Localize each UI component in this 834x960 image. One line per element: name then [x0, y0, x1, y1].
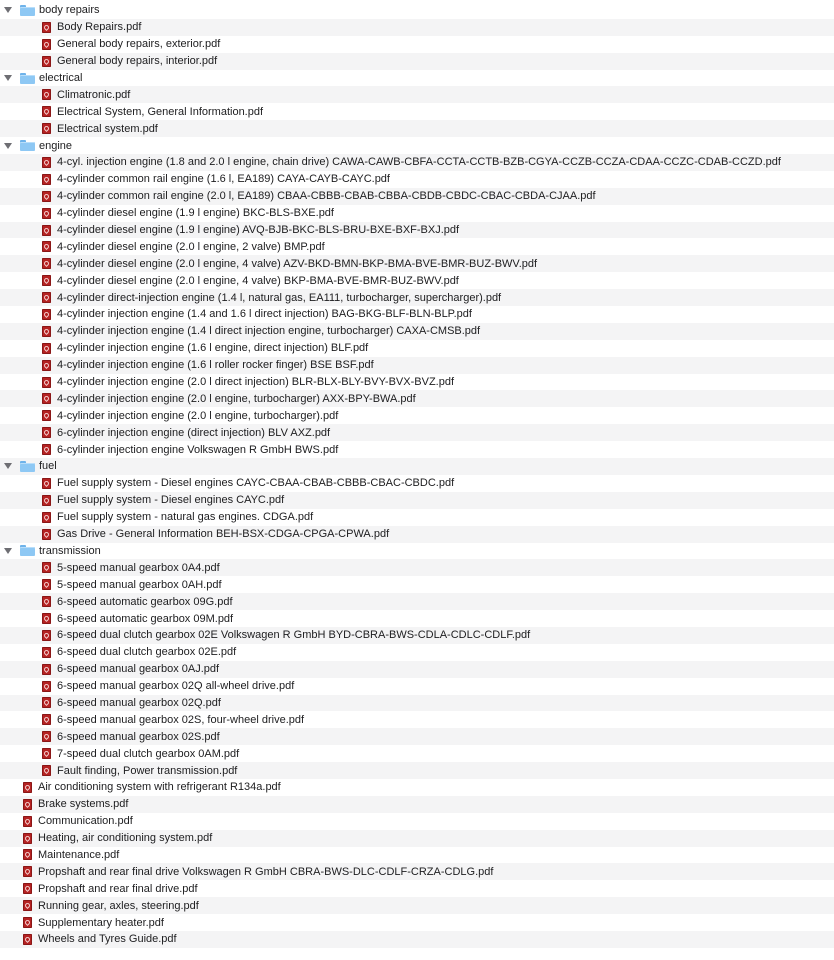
file-name: 5-speed manual gearbox 0A4.pdf — [57, 561, 220, 574]
folder-icon — [20, 73, 35, 84]
folder-row[interactable] — [0, 543, 834, 560]
file-row[interactable] — [0, 745, 834, 762]
file-row[interactable] — [0, 36, 834, 53]
file-row[interactable] — [0, 644, 834, 661]
file-name: Maintenance.pdf — [38, 848, 120, 861]
file-row[interactable] — [0, 323, 834, 340]
pdf-file-icon — [42, 444, 51, 455]
folder-icon — [20, 140, 35, 151]
pdf-file-icon — [42, 208, 51, 219]
file-row[interactable] — [0, 374, 834, 391]
pdf-file-icon — [23, 816, 32, 827]
file-row[interactable] — [0, 509, 834, 526]
file-name: 6-speed dual clutch gearbox 02E Volkswagen R GmbH BYD-CBRA-BWS-CDLA-CDLC-CDLF.pdf — [57, 629, 531, 642]
file-name: 4-cylinder injection engine (2.0 l engine, turbocharger).pdf — [57, 409, 339, 422]
file-name: Running gear, axles, steering.pdf — [38, 899, 199, 912]
file-name: Electrical system.pdf — [57, 122, 158, 135]
pdf-file-icon — [23, 900, 32, 911]
pdf-file-icon — [23, 849, 32, 860]
file-row[interactable] — [0, 238, 834, 255]
file-name: 6-speed automatic gearbox 09G.pdf — [57, 595, 233, 608]
pdf-file-icon — [23, 782, 32, 793]
pdf-file-icon — [42, 157, 51, 168]
file-row[interactable] — [0, 576, 834, 593]
folder-name: electrical — [39, 72, 83, 84]
file-row[interactable] — [0, 627, 834, 644]
pdf-file-icon — [42, 697, 51, 708]
file-row[interactable] — [0, 610, 834, 627]
file-row[interactable] — [0, 441, 834, 458]
file-name: Fault finding, Power transmission.pdf — [57, 764, 238, 777]
file-name: Climatronic.pdf — [57, 88, 131, 101]
file-row[interactable] — [0, 205, 834, 222]
pdf-file-icon — [42, 410, 51, 421]
file-name: 4-cylinder diesel engine (2.0 l engine, 2 valve) BMP.pdf — [57, 240, 325, 253]
file-row[interactable] — [0, 931, 834, 948]
folder-name: body repairs — [39, 4, 100, 17]
pdf-file-icon — [42, 191, 51, 202]
file-name: Fuel supply system - natural gas engines. CDGA.pdf — [57, 511, 314, 524]
pdf-file-icon — [42, 106, 51, 117]
pdf-file-icon — [42, 89, 51, 100]
file-row[interactable] — [0, 289, 834, 306]
file-row[interactable] — [0, 154, 834, 171]
file-name: 6-speed manual gearbox 02S.pdf — [57, 730, 220, 743]
pdf-file-icon — [42, 343, 51, 354]
file-row[interactable] — [0, 813, 834, 830]
file-name: General body repairs, exterior.pdf — [57, 38, 221, 51]
file-name: 6-speed manual gearbox 02Q all-wheel drive.pdf — [57, 680, 295, 693]
file-name: 4-cylinder direct-injection engine (1.4 l, natural gas, EA111, turbocharger, supercharger).pdf — [57, 291, 502, 304]
file-name: 7-speed dual clutch gearbox 0AM.pdf — [57, 747, 240, 760]
file-row[interactable] — [0, 19, 834, 36]
file-row[interactable] — [0, 492, 834, 509]
file-row[interactable] — [0, 407, 834, 424]
file-row[interactable] — [0, 188, 834, 205]
file-row[interactable] — [0, 103, 834, 120]
file-name: 6-speed manual gearbox 0AJ.pdf — [57, 663, 220, 676]
file-name: 4-cylinder diesel engine (2.0 l engine, 4 valve) AZV-BKD-BMN-BKP-BMA-BVE-BMR-BUZ-BWV.pdf — [57, 257, 538, 270]
file-row[interactable] — [0, 863, 834, 880]
file-name: Brake systems.pdf — [38, 798, 129, 811]
pdf-file-icon — [42, 56, 51, 67]
pdf-file-icon — [42, 275, 51, 286]
pdf-file-icon — [42, 39, 51, 50]
file-name: Fuel supply system - Diesel engines CAYC.pdf — [57, 494, 285, 507]
folder-icon — [20, 545, 35, 556]
file-row[interactable] — [0, 914, 834, 931]
file-name: Communication.pdf — [38, 815, 133, 828]
pdf-file-icon — [42, 731, 51, 742]
file-name: 4-cylinder diesel engine (2.0 l engine, 4 valve) BKP-BMA-BVE-BMR-BUZ-BWV.pdf — [57, 274, 459, 287]
file-name: 4-cylinder injection engine (1.4 and 1.6 l direct injection) BAG-BKG-BLF-BLN-BLP.pdf — [57, 308, 472, 321]
pdf-file-icon — [42, 241, 51, 252]
file-row[interactable] — [0, 340, 834, 357]
file-name: 4-cylinder diesel engine (1.9 l engine) BKC-BLS-BXE.pdf — [57, 207, 334, 220]
file-row[interactable] — [0, 678, 834, 695]
disclosure-triangle-icon[interactable] — [4, 142, 12, 150]
file-row[interactable] — [0, 171, 834, 188]
file-row[interactable] — [0, 661, 834, 678]
disclosure-triangle-icon[interactable] — [4, 547, 12, 555]
file-row[interactable] — [0, 86, 834, 103]
file-row[interactable] — [0, 306, 834, 323]
file-row[interactable] — [0, 120, 834, 137]
file-row[interactable] — [0, 222, 834, 239]
file-name: 4-cylinder injection engine (2.0 l engine, turbocharger) AXX-BPY-BWA.pdf — [57, 392, 416, 405]
pdf-file-icon — [42, 562, 51, 573]
file-name: 4-cylinder injection engine (2.0 l direct injection) BLR-BLX-BLY-BVY-BVX-BVZ.pdf — [57, 376, 455, 389]
file-name: Air conditioning system with refrigerant R134a.pdf — [38, 781, 281, 794]
file-name: 6-speed manual gearbox 02S, four-wheel drive.pdf — [57, 713, 305, 726]
file-row[interactable] — [0, 847, 834, 864]
file-name: Body Repairs.pdf — [57, 21, 142, 34]
file-row[interactable] — [0, 526, 834, 543]
pdf-file-icon — [42, 427, 51, 438]
file-row[interactable] — [0, 53, 834, 70]
pdf-file-icon — [42, 123, 51, 134]
pdf-file-icon — [23, 866, 32, 877]
pdf-file-icon — [42, 360, 51, 371]
file-name: 4-cylinder injection engine (1.6 l engine, direct injection) BLF.pdf — [57, 342, 369, 355]
folder-row[interactable] — [0, 70, 834, 87]
pdf-file-icon — [42, 579, 51, 590]
file-name: 6-cylinder injection engine (direct injection) BLV AXZ.pdf — [57, 426, 331, 439]
pdf-file-icon — [42, 225, 51, 236]
file-name: 4-cylinder common rail engine (2.0 l, EA189) CBAA-CBBB-CBAB-CBBA-CBDB-CBDC-CBAC-CBDA-CJAA.pdf — [57, 190, 596, 203]
pdf-file-icon — [42, 258, 51, 269]
file-row[interactable] — [0, 559, 834, 576]
file-name: 5-speed manual gearbox 0AH.pdf — [57, 578, 222, 591]
pdf-file-icon — [42, 529, 51, 540]
folder-name: transmission — [39, 544, 101, 557]
file-name: 4-cylinder common rail engine (1.6 l, EA189) CAYA-CAYB-CAYC.pdf — [57, 173, 390, 186]
pdf-file-icon — [42, 292, 51, 303]
file-row[interactable] — [0, 593, 834, 610]
folder-row[interactable] — [0, 2, 834, 19]
file-name: Propshaft and rear final drive Volkswagen R GmbH CBRA-BWS-DLC-CDLF-CRZA-CDLG.pdf — [38, 865, 494, 878]
pdf-file-icon — [42, 647, 51, 658]
file-name: General body repairs, interior.pdf — [57, 55, 218, 68]
pdf-file-icon — [42, 748, 51, 759]
folder-icon — [20, 461, 35, 472]
file-row[interactable] — [0, 357, 834, 374]
pdf-file-icon — [23, 883, 32, 894]
file-name: Heating, air conditioning system.pdf — [38, 832, 213, 845]
pdf-file-icon — [42, 596, 51, 607]
file-row[interactable] — [0, 830, 834, 847]
pdf-file-icon — [42, 326, 51, 337]
file-name: 6-speed manual gearbox 02Q.pdf — [57, 696, 221, 709]
pdf-file-icon — [42, 377, 51, 388]
pdf-file-icon — [42, 495, 51, 506]
file-row[interactable] — [0, 880, 834, 897]
file-row[interactable] — [0, 897, 834, 914]
pdf-file-icon — [42, 22, 51, 33]
pdf-file-icon — [42, 174, 51, 185]
file-name: Fuel supply system - Diesel engines CAYC-CBAA-CBAB-CBBB-CBAC-CBDC.pdf — [57, 477, 455, 490]
pdf-file-icon — [42, 512, 51, 523]
file-name: Supplementary heater.pdf — [38, 916, 164, 929]
file-row[interactable] — [0, 424, 834, 441]
file-name: 6-speed automatic gearbox 09M.pdf — [57, 612, 234, 625]
folder-icon — [20, 5, 35, 16]
pdf-file-icon — [23, 833, 32, 844]
pdf-file-icon — [23, 799, 32, 810]
file-name: 4-cylinder diesel engine (1.9 l engine) AVQ-BJB-BKC-BLS-BRU-BXE-BXF-BXJ.pdf — [57, 224, 460, 237]
file-name: Electrical System, General Information.pdf — [57, 105, 264, 118]
file-list — [0, 2, 834, 948]
file-row[interactable] — [0, 695, 834, 712]
file-row[interactable] — [0, 255, 834, 272]
file-row[interactable] — [0, 711, 834, 728]
file-row[interactable] — [0, 272, 834, 289]
disclosure-triangle-icon[interactable] — [4, 6, 12, 14]
folder-name: engine — [39, 139, 73, 152]
pdf-file-icon — [42, 393, 51, 404]
file-row[interactable] — [0, 728, 834, 745]
file-row[interactable] — [0, 779, 834, 796]
pdf-file-icon — [23, 917, 32, 928]
folder-row[interactable] — [0, 458, 834, 475]
pdf-file-icon — [42, 681, 51, 692]
pdf-file-icon — [42, 714, 51, 725]
disclosure-triangle-icon[interactable] — [4, 462, 12, 470]
pdf-file-icon — [42, 630, 51, 641]
file-name: 6-cylinder injection engine Volkswagen R GmbH BWS.pdf — [57, 443, 339, 456]
folder-name: fuel — [39, 460, 57, 473]
pdf-file-icon — [42, 765, 51, 776]
file-name: 4-cyl. injection engine (1.8 and 2.0 l engine, chain drive) CAWA-CAWB-CBFA-CCTA-CCTB-BZB-CGYA-CCZB-CCZA-CDAA-CCZC-CDAB-CCZD.pdf — [57, 156, 781, 169]
file-name: 4-cylinder injection engine (1.4 l direct injection engine, turbocharger) CAXA-CMSB.pdf — [57, 325, 481, 338]
pdf-file-icon — [42, 309, 51, 320]
file-row[interactable] — [0, 796, 834, 813]
file-name: Gas Drive - General Information BEH-BSX-CDGA-CPGA-CPWA.pdf — [57, 528, 390, 541]
file-row[interactable] — [0, 390, 834, 407]
file-name: 6-speed dual clutch gearbox 02E.pdf — [57, 646, 237, 659]
folder-row[interactable] — [0, 137, 834, 154]
file-name: Wheels and Tyres Guide.pdf — [38, 933, 177, 946]
file-name: Propshaft and rear final drive.pdf — [38, 882, 198, 895]
disclosure-triangle-icon[interactable] — [4, 74, 12, 82]
pdf-file-icon — [42, 613, 51, 624]
file-row[interactable] — [0, 762, 834, 779]
pdf-file-icon — [42, 664, 51, 675]
file-name: 4-cylinder injection engine (1.6 l roller rocker finger) BSE BSF.pdf — [57, 359, 374, 372]
file-row[interactable] — [0, 475, 834, 492]
pdf-file-icon — [42, 478, 51, 489]
pdf-file-icon — [23, 934, 32, 945]
